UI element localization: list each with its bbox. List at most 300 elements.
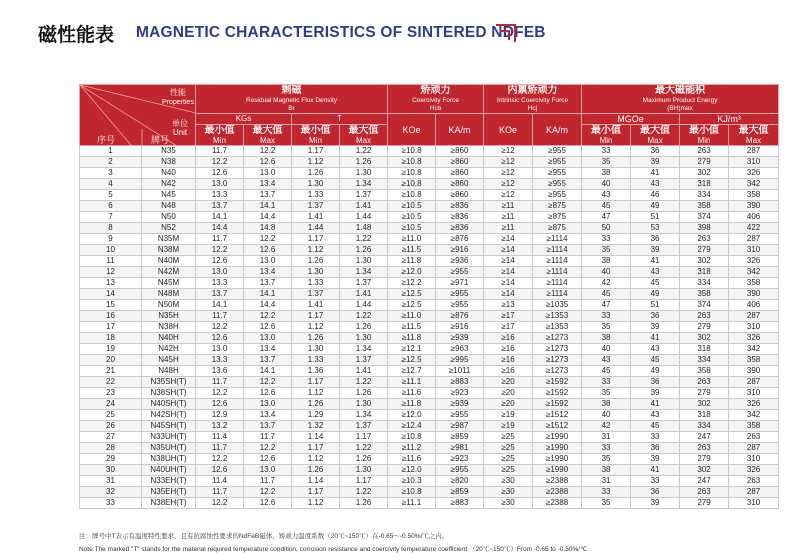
value-cell: ≥1114 bbox=[533, 289, 582, 300]
grade-cell: N45 bbox=[142, 190, 196, 201]
value-cell: 1.37 bbox=[340, 190, 388, 201]
value-cell: 13.0 bbox=[244, 333, 292, 344]
value-cell: 45 bbox=[631, 355, 680, 366]
value-cell: 279 bbox=[680, 498, 729, 509]
value-cell: ≥955 bbox=[533, 168, 582, 179]
value-cell: 13.7 bbox=[244, 190, 292, 201]
table-row bbox=[80, 333, 779, 344]
value-cell: 12.2 bbox=[196, 388, 244, 399]
unit-mgoe: MGOe bbox=[582, 114, 680, 125]
header-no-cn: 序号 bbox=[96, 135, 115, 145]
value-cell: 14.8 bbox=[244, 223, 292, 234]
table-row bbox=[80, 476, 779, 487]
value-cell: ≥876 bbox=[436, 234, 484, 245]
min-header: 最小值 Min bbox=[680, 125, 729, 146]
value-cell: ≥955 bbox=[436, 289, 484, 300]
value-cell: 46 bbox=[631, 190, 680, 201]
value-cell: 302 bbox=[680, 256, 729, 267]
table-row bbox=[80, 201, 779, 212]
value-cell: 318 bbox=[680, 179, 729, 190]
value-cell: 1.22 bbox=[340, 311, 388, 322]
max-header: 最大值 Max bbox=[244, 125, 292, 146]
min-header: 最小值 Min bbox=[582, 125, 631, 146]
row-number-cell: 15 bbox=[80, 300, 142, 311]
value-cell: ≥20 bbox=[484, 388, 533, 399]
value-cell: ≥939 bbox=[436, 399, 484, 410]
value-cell: ≥971 bbox=[436, 278, 484, 289]
value-cell: 41 bbox=[631, 399, 680, 410]
value-cell: 279 bbox=[680, 454, 729, 465]
value-cell: ≥1512 bbox=[533, 421, 582, 432]
value-cell: ≥17 bbox=[484, 311, 533, 322]
value-cell: ≥11 bbox=[484, 223, 533, 234]
value-cell: 1.48 bbox=[340, 223, 388, 234]
value-cell: 13.7 bbox=[196, 201, 244, 212]
value-cell: ≥10.8 bbox=[388, 487, 436, 498]
value-cell: 12.6 bbox=[196, 465, 244, 476]
value-cell: ≥11.6 bbox=[388, 388, 436, 399]
value-cell: ≥2388 bbox=[533, 498, 582, 509]
value-cell: ≥16 bbox=[484, 366, 533, 377]
grade-cell: N35EH(T) bbox=[142, 487, 196, 498]
grade-cell: N35SH(T) bbox=[142, 377, 196, 388]
value-cell: 287 bbox=[729, 443, 779, 454]
value-cell: 1.41 bbox=[340, 289, 388, 300]
value-cell: 1.26 bbox=[292, 168, 340, 179]
value-cell: 13.4 bbox=[244, 410, 292, 421]
grade-cell: N38H bbox=[142, 322, 196, 333]
row-number-cell: 33 bbox=[80, 498, 142, 509]
value-cell: 310 bbox=[729, 388, 779, 399]
value-cell: ≥11.1 bbox=[388, 498, 436, 509]
value-cell: 422 bbox=[729, 223, 779, 234]
value-cell: 12.2 bbox=[196, 322, 244, 333]
value-cell: 12.6 bbox=[196, 333, 244, 344]
value-cell: 11.7 bbox=[244, 432, 292, 443]
header-properties-cn: 性能 bbox=[170, 88, 186, 97]
row-number-cell: 30 bbox=[80, 465, 142, 476]
value-cell: 326 bbox=[729, 256, 779, 267]
grade-cell: N40 bbox=[142, 168, 196, 179]
value-cell: ≥923 bbox=[436, 388, 484, 399]
value-cell: 1.41 bbox=[340, 201, 388, 212]
value-cell: 12.6 bbox=[196, 168, 244, 179]
value-cell: 263 bbox=[680, 311, 729, 322]
value-cell: 390 bbox=[729, 201, 779, 212]
grade-cell: N50 bbox=[142, 212, 196, 223]
value-cell: 12.2 bbox=[244, 234, 292, 245]
value-cell: 38 bbox=[582, 333, 631, 344]
value-cell: ≥1273 bbox=[533, 333, 582, 344]
value-cell: 263 bbox=[680, 377, 729, 388]
value-cell: 40 bbox=[582, 344, 631, 355]
value-cell: ≥10.8 bbox=[388, 190, 436, 201]
value-cell: 1.26 bbox=[292, 465, 340, 476]
value-cell: ≥11.8 bbox=[388, 256, 436, 267]
value-cell: 51 bbox=[631, 212, 680, 223]
unit-koe-hcb: KOe bbox=[388, 114, 436, 146]
value-cell: ≥981 bbox=[436, 443, 484, 454]
row-number-cell: 24 bbox=[80, 399, 142, 410]
value-cell: 12.6 bbox=[244, 245, 292, 256]
value-cell: ≥1990 bbox=[533, 432, 582, 443]
value-cell: ≥25 bbox=[484, 454, 533, 465]
value-cell: 13.4 bbox=[244, 344, 292, 355]
value-cell: ≥20 bbox=[484, 399, 533, 410]
grade-cell: N33EH(T) bbox=[142, 476, 196, 487]
value-cell: ≥11.5 bbox=[388, 322, 436, 333]
value-cell: 1.30 bbox=[340, 465, 388, 476]
value-cell: 11.7 bbox=[244, 476, 292, 487]
value-cell: 287 bbox=[729, 146, 779, 157]
value-cell: 1.30 bbox=[340, 256, 388, 267]
group-header-intrinsic-coercivity: 内禀矫顽力 Intrinsic Coercivity Force Hcj bbox=[484, 85, 582, 114]
unit-kjm3: KJ/m³ bbox=[680, 114, 779, 125]
value-cell: 33 bbox=[582, 443, 631, 454]
value-cell: 1.17 bbox=[292, 377, 340, 388]
value-cell: 358 bbox=[680, 366, 729, 377]
table-row bbox=[80, 289, 779, 300]
grade-cell: N38EH(T) bbox=[142, 498, 196, 509]
value-cell: ≥10.5 bbox=[388, 212, 436, 223]
value-cell: 39 bbox=[631, 454, 680, 465]
value-cell: 43 bbox=[582, 355, 631, 366]
value-cell: ≥916 bbox=[436, 322, 484, 333]
value-cell: ≥939 bbox=[436, 333, 484, 344]
value-cell: ≥860 bbox=[436, 157, 484, 168]
grade-cell: N50M bbox=[142, 300, 196, 311]
row-number-cell: 27 bbox=[80, 432, 142, 443]
value-cell: 13.3 bbox=[196, 190, 244, 201]
value-cell: ≥10.8 bbox=[388, 157, 436, 168]
value-cell: 247 bbox=[680, 476, 729, 487]
value-cell: ≥875 bbox=[533, 223, 582, 234]
value-cell: 14.1 bbox=[244, 201, 292, 212]
value-cell: ≥1512 bbox=[533, 410, 582, 421]
min-header: 最小值 Min bbox=[292, 125, 340, 146]
value-cell: 342 bbox=[729, 410, 779, 421]
value-cell: 334 bbox=[680, 278, 729, 289]
value-cell: ≥11.2 bbox=[388, 443, 436, 454]
value-cell: 1.17 bbox=[340, 476, 388, 487]
table-row bbox=[80, 300, 779, 311]
value-cell: ≥2388 bbox=[533, 487, 582, 498]
max-header: 最大值 Max bbox=[729, 125, 779, 146]
value-cell: 1.22 bbox=[340, 377, 388, 388]
value-cell: 11.7 bbox=[196, 443, 244, 454]
grade-cell: N40UH(T) bbox=[142, 465, 196, 476]
table-row bbox=[80, 179, 779, 190]
value-cell: 38 bbox=[582, 399, 631, 410]
table-row bbox=[80, 487, 779, 498]
value-cell: ≥1592 bbox=[533, 377, 582, 388]
value-cell: 11.7 bbox=[196, 487, 244, 498]
max-header: 最大值 Max bbox=[340, 125, 388, 146]
footnote-en: Note:The marked "T" stands for the material required temperature condition, corrosion resistance and coercivity temperature coefficient （20℃~150℃）From -0.65 to -0.50%/℃ bbox=[79, 546, 588, 553]
value-cell: 49 bbox=[631, 289, 680, 300]
value-cell: 1.22 bbox=[340, 487, 388, 498]
value-cell: 36 bbox=[631, 311, 680, 322]
grade-cell: N38 bbox=[142, 157, 196, 168]
value-cell: ≥1990 bbox=[533, 443, 582, 454]
row-number-cell: 31 bbox=[80, 476, 142, 487]
value-cell: 1.17 bbox=[340, 432, 388, 443]
value-cell: 358 bbox=[729, 421, 779, 432]
value-cell: 51 bbox=[631, 300, 680, 311]
decorative-corner-mark-inner bbox=[500, 30, 510, 40]
header-corner-cell bbox=[80, 85, 196, 146]
value-cell: ≥875 bbox=[533, 201, 582, 212]
value-cell: 43 bbox=[631, 410, 680, 421]
row-number-cell: 22 bbox=[80, 377, 142, 388]
value-cell: 11.7 bbox=[196, 377, 244, 388]
value-cell: 358 bbox=[680, 201, 729, 212]
value-cell: 13.7 bbox=[244, 278, 292, 289]
value-cell: ≥1114 bbox=[533, 234, 582, 245]
value-cell: ≥860 bbox=[436, 146, 484, 157]
row-number-cell: 3 bbox=[80, 168, 142, 179]
value-cell: ≥955 bbox=[436, 410, 484, 421]
unit-kgs: KGs bbox=[196, 114, 292, 125]
value-cell: 1.26 bbox=[292, 333, 340, 344]
value-cell: ≥1273 bbox=[533, 355, 582, 366]
value-cell: 40 bbox=[582, 267, 631, 278]
table-row bbox=[80, 311, 779, 322]
value-cell: ≥10.8 bbox=[388, 168, 436, 179]
value-cell: 342 bbox=[729, 179, 779, 190]
value-cell: 12.2 bbox=[244, 443, 292, 454]
value-cell: 358 bbox=[729, 278, 779, 289]
value-cell: 39 bbox=[631, 388, 680, 399]
value-cell: ≥860 bbox=[436, 179, 484, 190]
header-unit-cn: 单位 bbox=[172, 119, 188, 128]
footnote-cn: 注：牌号中T表示有温度特性要求、且有抗腐蚀性要求的NdFeB磁体，矫顽力温度系数（20℃~150℃）在-0.65～-0.50%/℃之内。 bbox=[79, 533, 449, 540]
page-title-en: MAGNETIC CHARACTERISTICS OF SINTERED NDFEB bbox=[136, 24, 546, 41]
table-row bbox=[80, 234, 779, 245]
value-cell: 1.30 bbox=[292, 344, 340, 355]
value-cell: ≥1114 bbox=[533, 256, 582, 267]
value-cell: ≥883 bbox=[436, 498, 484, 509]
value-cell: 302 bbox=[680, 168, 729, 179]
value-cell: ≥14 bbox=[484, 267, 533, 278]
value-cell: 1.41 bbox=[340, 366, 388, 377]
value-cell: ≥12.7 bbox=[388, 366, 436, 377]
value-cell: 310 bbox=[729, 454, 779, 465]
value-cell: ≥25 bbox=[484, 443, 533, 454]
value-cell: 47 bbox=[582, 300, 631, 311]
unit-kam-hcb: KA/m bbox=[436, 114, 484, 146]
value-cell: ≥12 bbox=[484, 146, 533, 157]
value-cell: ≥11.8 bbox=[388, 333, 436, 344]
value-cell: 14.4 bbox=[244, 300, 292, 311]
grade-cell: N40M bbox=[142, 256, 196, 267]
grade-cell: N35UH(T) bbox=[142, 443, 196, 454]
value-cell: 12.6 bbox=[196, 399, 244, 410]
value-cell: 279 bbox=[680, 322, 729, 333]
table-row bbox=[80, 399, 779, 410]
value-cell: 1.26 bbox=[292, 256, 340, 267]
value-cell: ≥1990 bbox=[533, 454, 582, 465]
value-cell: 14.4 bbox=[196, 223, 244, 234]
value-cell: 12.6 bbox=[244, 498, 292, 509]
value-cell: ≥10.3 bbox=[388, 476, 436, 487]
value-cell: 1.12 bbox=[292, 245, 340, 256]
value-cell: 31 bbox=[582, 476, 631, 487]
value-cell: 263 bbox=[680, 487, 729, 498]
table-row bbox=[80, 190, 779, 201]
value-cell: 45 bbox=[582, 289, 631, 300]
row-number-cell: 14 bbox=[80, 289, 142, 300]
value-cell: ≥820 bbox=[436, 476, 484, 487]
row-number-cell: 25 bbox=[80, 410, 142, 421]
value-cell: 279 bbox=[680, 157, 729, 168]
row-number-cell: 16 bbox=[80, 311, 142, 322]
row-number-cell: 17 bbox=[80, 322, 142, 333]
value-cell: 35 bbox=[582, 454, 631, 465]
value-cell: 1.44 bbox=[340, 300, 388, 311]
value-cell: 41 bbox=[631, 168, 680, 179]
value-cell: 1.12 bbox=[292, 498, 340, 509]
value-cell: ≥955 bbox=[533, 179, 582, 190]
value-cell: 1.37 bbox=[340, 355, 388, 366]
value-cell: 13.0 bbox=[244, 399, 292, 410]
table-row bbox=[80, 355, 779, 366]
value-cell: 41 bbox=[631, 465, 680, 476]
value-cell: 247 bbox=[680, 432, 729, 443]
value-cell: 12.2 bbox=[244, 487, 292, 498]
value-cell: 50 bbox=[582, 223, 631, 234]
value-cell: 1.30 bbox=[340, 399, 388, 410]
group-header-max-energy-product: 最大磁能积 Maximum Product Energy (BH)max bbox=[582, 85, 779, 114]
value-cell: 1.36 bbox=[292, 366, 340, 377]
value-cell: ≥12 bbox=[484, 168, 533, 179]
value-cell: ≥12.5 bbox=[388, 355, 436, 366]
value-cell: ≥963 bbox=[436, 344, 484, 355]
value-cell: 33 bbox=[582, 377, 631, 388]
value-cell: ≥883 bbox=[436, 377, 484, 388]
value-cell: 38 bbox=[582, 465, 631, 476]
value-cell: 13.6 bbox=[196, 366, 244, 377]
table-row bbox=[80, 322, 779, 333]
row-number-cell: 1 bbox=[80, 146, 142, 157]
value-cell: 36 bbox=[631, 377, 680, 388]
value-cell: 33 bbox=[582, 146, 631, 157]
value-cell: 13.0 bbox=[196, 267, 244, 278]
value-cell: ≥936 bbox=[436, 256, 484, 267]
value-cell: 1.32 bbox=[292, 421, 340, 432]
value-cell: 12.6 bbox=[244, 157, 292, 168]
value-cell: ≥1273 bbox=[533, 366, 582, 377]
value-cell: 41 bbox=[631, 333, 680, 344]
unit-koe-hcj: KOe bbox=[484, 114, 533, 146]
value-cell: 1.37 bbox=[292, 201, 340, 212]
value-cell: 14.1 bbox=[196, 300, 244, 311]
value-cell: 42 bbox=[582, 278, 631, 289]
value-cell: 13.0 bbox=[196, 344, 244, 355]
value-cell: 302 bbox=[680, 399, 729, 410]
group-header-residual-flux: 剩磁 Residual Magnetic Flux Density Br bbox=[196, 85, 388, 114]
value-cell: 12.2 bbox=[196, 498, 244, 509]
row-number-cell: 8 bbox=[80, 223, 142, 234]
value-cell: ≥12.0 bbox=[388, 410, 436, 421]
value-cell: 1.33 bbox=[292, 190, 340, 201]
table-row bbox=[80, 212, 779, 223]
value-cell: 13.4 bbox=[244, 179, 292, 190]
value-cell: 342 bbox=[729, 344, 779, 355]
value-cell: 263 bbox=[680, 234, 729, 245]
value-cell: 1.12 bbox=[292, 454, 340, 465]
table-row bbox=[80, 267, 779, 278]
value-cell: ≥12.0 bbox=[388, 465, 436, 476]
value-cell: 263 bbox=[729, 432, 779, 443]
value-cell: ≥11 bbox=[484, 201, 533, 212]
row-number-cell: 29 bbox=[80, 454, 142, 465]
value-cell: 302 bbox=[680, 333, 729, 344]
value-cell: 12.6 bbox=[244, 388, 292, 399]
value-cell: 35 bbox=[582, 388, 631, 399]
grade-cell: N35 bbox=[142, 146, 196, 157]
value-cell: ≥14 bbox=[484, 256, 533, 267]
value-cell: 49 bbox=[631, 366, 680, 377]
row-number-cell: 12 bbox=[80, 267, 142, 278]
grade-cell: N42M bbox=[142, 267, 196, 278]
value-cell: 13.7 bbox=[196, 289, 244, 300]
value-cell: 43 bbox=[582, 190, 631, 201]
grade-cell: N48H bbox=[142, 366, 196, 377]
value-cell: 279 bbox=[680, 388, 729, 399]
value-cell: 1.17 bbox=[292, 443, 340, 454]
table-row bbox=[80, 223, 779, 234]
value-cell: 13.7 bbox=[244, 421, 292, 432]
row-number-cell: 10 bbox=[80, 245, 142, 256]
value-cell: 38 bbox=[582, 168, 631, 179]
value-cell: 11.7 bbox=[196, 234, 244, 245]
value-cell: 1.12 bbox=[292, 388, 340, 399]
value-cell: ≥1592 bbox=[533, 399, 582, 410]
value-cell: ≥1035 bbox=[533, 300, 582, 311]
value-cell: 1.34 bbox=[340, 410, 388, 421]
grade-cell: N38SH(T) bbox=[142, 388, 196, 399]
value-cell: 1.30 bbox=[292, 179, 340, 190]
value-cell: 1.26 bbox=[292, 399, 340, 410]
value-cell: ≥875 bbox=[533, 212, 582, 223]
value-cell: ≥12.5 bbox=[388, 300, 436, 311]
grade-cell: N42 bbox=[142, 179, 196, 190]
value-cell: ≥1114 bbox=[533, 278, 582, 289]
value-cell: 287 bbox=[729, 377, 779, 388]
table-row bbox=[80, 443, 779, 454]
value-cell: ≥12.2 bbox=[388, 278, 436, 289]
value-cell: 287 bbox=[729, 487, 779, 498]
value-cell: ≥14 bbox=[484, 289, 533, 300]
value-cell: ≥12.0 bbox=[388, 267, 436, 278]
value-cell: 13.2 bbox=[196, 421, 244, 432]
value-cell: ≥860 bbox=[436, 168, 484, 179]
table-row bbox=[80, 454, 779, 465]
header-properties-en: Properties bbox=[162, 99, 194, 106]
value-cell: ≥16 bbox=[484, 333, 533, 344]
value-cell: 1.26 bbox=[340, 157, 388, 168]
value-cell: 1.33 bbox=[292, 278, 340, 289]
value-cell: 1.37 bbox=[292, 289, 340, 300]
value-cell: 36 bbox=[631, 146, 680, 157]
value-cell: 334 bbox=[680, 421, 729, 432]
value-cell: 11.4 bbox=[196, 432, 244, 443]
grade-cell: N35H bbox=[142, 311, 196, 322]
value-cell: 302 bbox=[680, 465, 729, 476]
grade-cell: N38UH(T) bbox=[142, 454, 196, 465]
value-cell: 39 bbox=[631, 322, 680, 333]
